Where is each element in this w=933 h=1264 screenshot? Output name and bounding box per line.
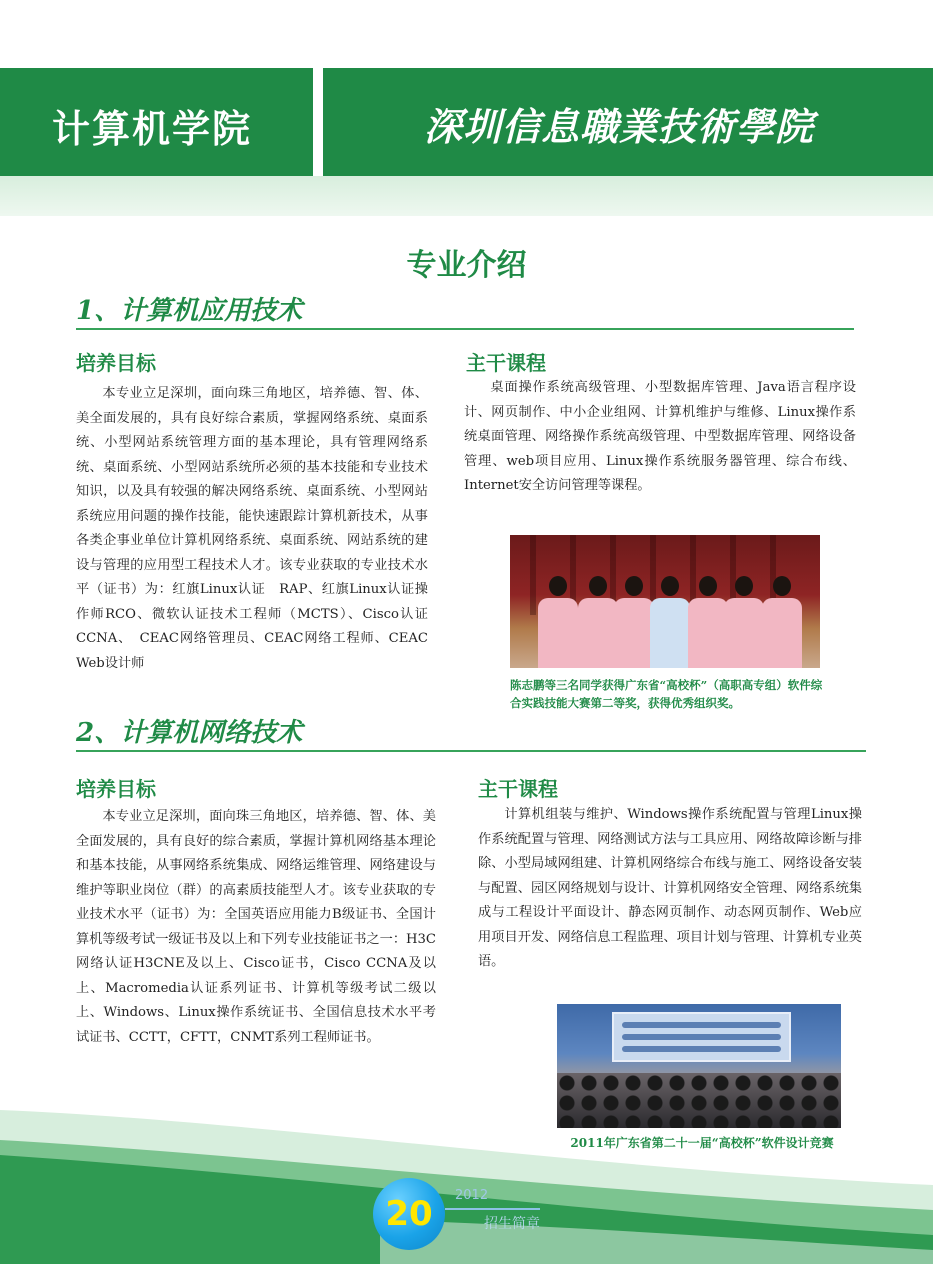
course-text-2: 计算机组装与维护、Windows操作系统配置与管理Linux操作系统配置与管理、网络测试方法与工具应用、网络故障诊断与排除、小型局域网组建、计算机网络综合布线与施工、网络设备安装与配置、园区网络规划与设计、计算机网络安全管理、网络系统集成与工程设计平面设计、静态网页制作、动态网页制作、Web应用项目开发、网络信息工程监理、项目计划与管理、计算机专业英语。 [478, 807, 862, 969]
course-heading-1: 主干课程 [466, 351, 546, 375]
college-name: 计算机学院 [52, 107, 253, 151]
footer-year: 2012 [455, 1188, 489, 1203]
section-rule-1 [76, 328, 854, 330]
goal-text-1: 本专业立足深圳，面向珠三角地区，培养德、智、体、美全面发展的，具有良好综合素质，掌握网络系统、桌面系统、小型网站系统管理方面的基本理论，具有管理网络系统、桌面系统、小型网站系统所必须的基本技能和专业技术知识，以及具有较强的解决网络系统、桌面系统、小型网站系统应用问题的操作技能，能快速跟踪计算机新技术，从事各类企事业单位计算机网络系统、桌面系统、网站系统的建设与管理的应用型工程技术人才。该专业获取的专业技术水平（证书）为：红旗Linux认证 RAP、红旗Linux认证操作师RCO、微软认证技术工程师（MCTS）、Cisco认证CCNA、 CEAC网络管理员、CEAC网络工程师、CEAC Web设计师 [76, 386, 442, 671]
school-name-calligraphy: 深圳信息職業技術學院 [424, 104, 815, 149]
footer-line [445, 1208, 540, 1210]
footer-brochure-label: 招生简章 [484, 1216, 540, 1232]
goal-text-2: 本专业立足深圳，面向珠三角地区，培养德、智、体、美全面发展的，具有良好的综合素质，掌握计算机网络基本理论和基本技能，从事网络系统集成、网络运维管理、网络建设与维护等职业岗位（群）的高素质技能型人才。该专业获取的专业技术水平（证书）为：全国英语应用能力B级证书、全国计算机等级考试一级证书及以上和下列专业技能证书之一：H3C网络认证H3CNE及以上、Cisco证书，Cisco CCNA及以上、Macromedia认证系列证书、计算机等级考试二级以上、Windows、Linux操作系统证书、全国信息技术水平考试证书、CCTT，CFTT，CNMT系列工程师证书。 [76, 809, 436, 1045]
page-number-badge: 20 [373, 1178, 445, 1250]
goal-heading-1: 培养目标 [76, 351, 156, 375]
section-rule-2 [76, 750, 866, 752]
header-divider [313, 68, 323, 176]
header-band [0, 176, 933, 216]
course-heading-2: 主干课程 [478, 777, 558, 801]
footer-wave [0, 1100, 933, 1264]
course-text-1: 桌面操作系统高级管理、小型数据库管理、Java语言程序设计、网页制作、中小企业组网、计算机维护与维修、Linux操作系统桌面管理、网络操作系统高级管理、中型数据库管理、网络设备管理、web项目应用、Linux操作系统服务器管理、综合布线、Internet安全访问管理等课程。 [464, 380, 856, 493]
goal-heading-2: 培养目标 [76, 777, 156, 801]
page-title: 专业介绍 [406, 248, 527, 283]
photo-caption-2: 2011年广东省第二十一届“高校杯”软件设计竞赛 [570, 1136, 834, 1150]
students-award-photo [510, 535, 820, 668]
major-title-2: 2、计算机网络技术 [76, 718, 303, 748]
photo-caption-1: 陈志鹏等三名同学获得广东省“高校杯”（高职高专组）软件综合实践技能大赛第二等奖，获得优秀组织奖。 [510, 678, 823, 710]
major-title-1: 1、计算机应用技术 [76, 296, 303, 326]
